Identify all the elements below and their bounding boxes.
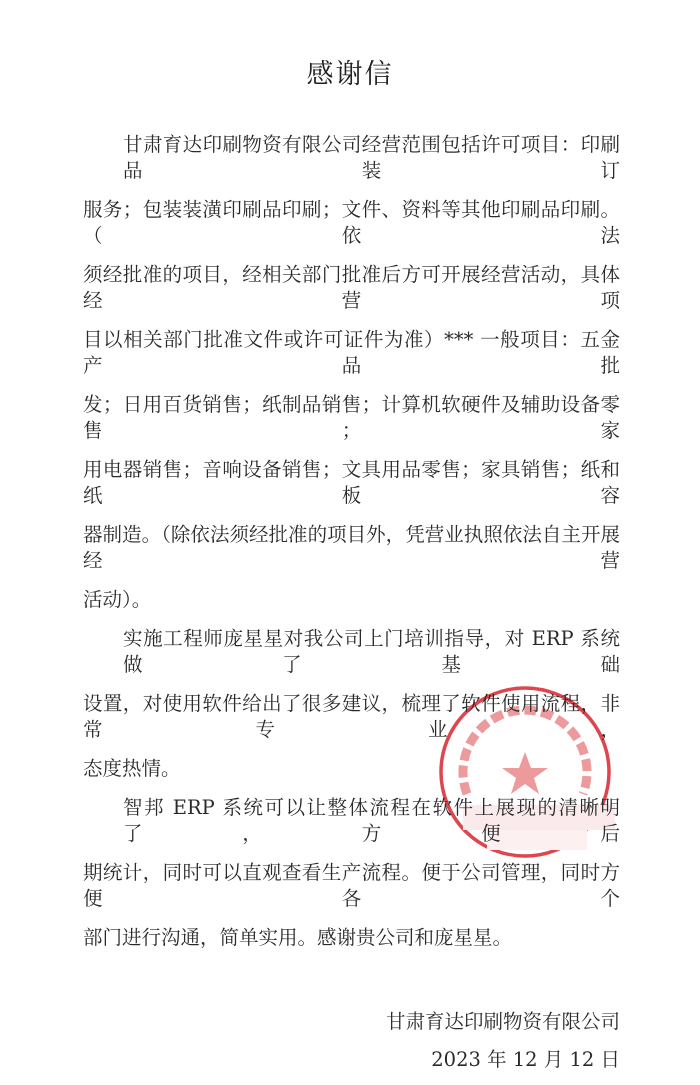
paragraph-business-scope xyxy=(83,132,620,613)
letter-title: 感谢信 xyxy=(306,59,394,90)
text-line: 用电器销售；音响设备销售；文具用品零售；家具销售；纸和纸板容 xyxy=(83,458,620,507)
signature-company: 甘肃育达印刷物资有限公司 xyxy=(385,1010,620,1033)
text-line: 器制造。（除依法须经批准的项目外，凭营业执照依法自主开展经营 xyxy=(83,523,620,572)
paragraph-training xyxy=(83,626,620,782)
letter-body xyxy=(83,132,620,1085)
text-line: 实施工程师庞星星对我公司上门培训指导，对 ERP 系统做了基础 xyxy=(123,627,620,676)
text-line: 甘肃育达印刷物资有限公司经营范围包括许可项目：印刷品装订 xyxy=(123,133,620,182)
text-line: 活动）。 xyxy=(83,588,152,611)
text-line: 期统计，同时可以直观查看生产流程。便于公司管理，同时方便各个 xyxy=(83,861,620,910)
text-line: 部门进行沟通，简单实用。感谢贵公司和庞星星。 xyxy=(83,926,513,949)
text-line: 须经批准的项目，经相关部门批准后方可开展经营活动，具体经营项 xyxy=(83,263,620,312)
text-line: 服务；包装装潢印刷品印刷；文件、资料等其他印刷品印刷。（依法 xyxy=(83,198,620,247)
text-line: 设置，对使用软件给出了很多建议，梳理了软件使用流程，非常专业， xyxy=(83,692,620,741)
text-line: 目以相关部门批准文件或许可证件为准）*** 一般项目：五金产品批 xyxy=(83,328,620,377)
text-line: 智邦 ERP 系统可以让整体流程在软件上展现的清晰明了，方便后 xyxy=(123,796,620,845)
text-line: 态度热情。 xyxy=(83,757,181,780)
signature-block xyxy=(83,1009,620,1073)
paragraph-erp-praise xyxy=(83,795,620,951)
text-line: 发；日用百货销售；纸制品销售；计算机软硬件及辅助设备零售；家 xyxy=(83,393,620,442)
signature-date: 2023 年 12 月 12 日 xyxy=(431,1048,620,1071)
